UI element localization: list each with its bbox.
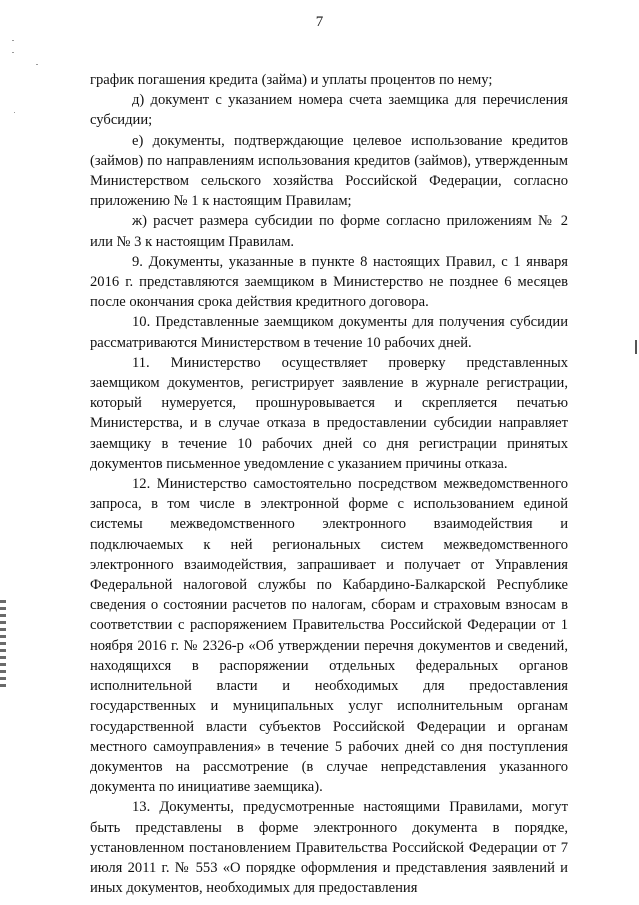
scan-artifact	[14, 112, 15, 113]
paragraph-12: 12. Министерство самостоятельно посредством межведомственного запроса, в том числе в электронной форме с использованием единой системы межведомственного электронного взаимодействия и подключаемых к ней региональных систем межведомственного электронного взаимодействия, запрашивает и получает от Управления Федеральной налоговой службы по Кабардино-Балкарской Республике сведения о состоянии расчетов по налогам, сборам и страховым взносам в соответствии с распоряжением Правительства Российской Федерации от 1 ноября 2016 г. № 2326-р «Об утверждении перечня документов и сведений, находящихся в распоряжении отдельных федеральных органов исполнительной власти и необходимых для предоставления государственных и муниципальных услуг исполнительным органам государственной власти субъектов Российской Федерации и органам местного самоуправления» в течение 5 рабочих дней со дня поступления документов на рассмотрение (в случае непредставления указанного документа по инициативе заемщика).	[90, 476, 568, 796]
binding-edge-mark	[0, 600, 6, 690]
document-body	[90, 70, 568, 898]
paragraph-item-e: е) документы, подтверждающие целевое использование кредитов (займов) по направлениям использования кредитов (займов), утвержденным Министерством сельского хозяйства Российской Федерации, согласно приложению № 1 к настоящим Правилам;	[90, 132, 568, 210]
page-number: 7	[315, 14, 324, 30]
scan-artifact	[12, 40, 14, 41]
paragraph-9: 9. Документы, указанные в пункте 8 настоящих Правил, с 1 января 2016 г. представляются заемщиком в Министерство не позднее 6 месяцев после окончания срока действия кредитного договора.	[90, 253, 568, 311]
paragraph-item-d: д) документ с указанием номера счета заемщика для перечисления субсидии;	[90, 92, 568, 129]
paragraph-schedule: график погашения кредита (займа) и уплаты процентов по нему;	[90, 72, 493, 88]
paragraph-11: 11. Министерство осуществляет проверку представленных заемщиком документов, регистрирует заявление в журнале регистрации, который нумеруется, прошнуровывается и скрепляется печатью Министерства, и в случае отказа в предоставлении субсидии направляет заемщику в течение 10 рабочих дней со дня регистрации принятых документов письменное уведомление с указанием причины отказа.	[90, 354, 568, 472]
scan-edge-mark	[635, 340, 637, 354]
scan-artifact	[36, 64, 38, 65]
paragraph-item-zh: ж) расчет размера субсидии по форме согласно приложениям № 2 или № 3 к настоящим Правилам.	[90, 213, 568, 250]
paragraph-10: 10. Представленные заемщиком документы для получения субсидии рассматриваются Министерством в течение 10 рабочих дней.	[90, 314, 568, 351]
scan-artifact	[12, 52, 14, 53]
paragraph-13: 13. Документы, предусмотренные настоящими Правилами, могут быть представлены в форме электронного документа в порядке, установленном постановлением Правительства Российской Федерации от 7 июля 2011 г. № 553 «О порядке оформления и представления заявлений и иных документов, необходимых для предоставления	[90, 799, 568, 897]
